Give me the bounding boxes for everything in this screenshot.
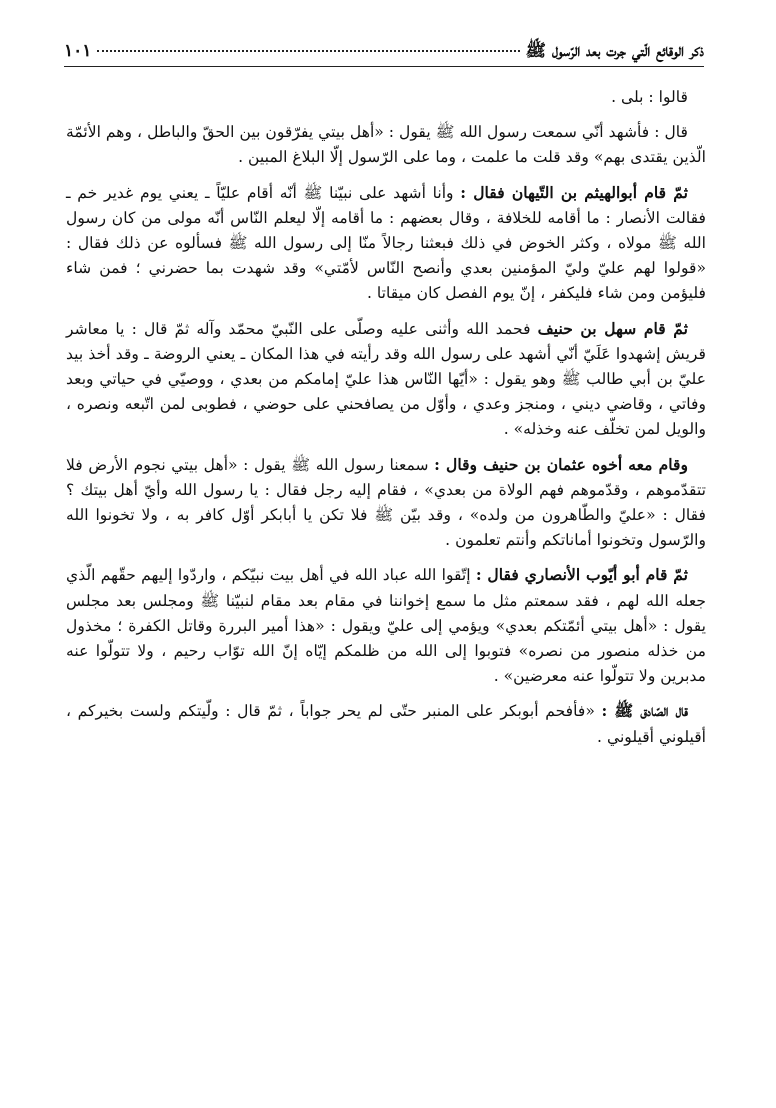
paragraph-lead: قال الصّادق ﷺ : [601,701,688,721]
page-body [66,84,706,759]
paragraph-lead: ثمّ قام أبو أيّوب الأنصاري فقال : [475,565,688,585]
paragraph [66,452,706,554]
paragraph-text: «فأفحم أبوبكر على المنبر حتّى لم يحر جواباً ، ثمّ قال : ولّيتكم ولست بخيركم ، أقيلوني أقيلوني . [66,702,706,746]
running-header [64,40,704,66]
paragraph-lead: وقام معه أخوه عثمان بن حنيف وقال : [434,454,688,474]
paragraph-lead: ثمّ قام سهل بن حنيف [537,318,688,338]
paragraph [66,562,706,689]
dotted-leader [97,50,519,52]
paragraph [66,316,706,443]
paragraph-text: قال : فأشهد أنّي سمعت رسول الله ﷺ يقول : «أهل بيتي يفرّقون بين الحقّ والباطل ، وهم الأئمّة الّذين يقتدى بهم» وقد قلت ما علمت ، وما على الرّسول إلّا البلاغ المبين . [66,123,706,167]
paragraph [66,180,706,307]
page-number: ١٠١ [64,41,92,61]
paragraph-text: إتّقوا الله عباد الله في أهل بيت نبيّكم ، واردّوا إليهم حقّهم الّذي جعله الله لهم ، فقد سمعتم مثل ما سمع إخواننا في مقام بعد مقام لنبيّنا ﷺ ومجلس بعد مجلس يقول : «أهل بيتي أئمّتكم بعدي» ويؤمي إلى عليّ ويقول : «هذا أمير البررة وقاتل الكفرة ؛ مخذول من خذله منصور من نصره» فتوبوا إلى الله من ظلمكم إيّاه إنّ الله توّاب رحيم ، ولا تتولّوا عنه مدبرين ولا تتولّوا عنه معرضين» . [66,566,706,686]
paragraph-text: سمعنا رسول الله ﷺ يقول : «أهل بيتي نجوم الأرض فلا تتقدّموهم ، وقدّموهم فهم الولاة من بعدي» ، فقام إليه رجل فقال : يا رسول الله وأيّ أهل بيتك ؟ فقال : «عليّ والطّاهرون من ولده» ، وقد بيّن ﷺ فلا تكن يا أبابكر أوّل كافر به ، ولا تخونوا الله والرّسول وتخونوا أماناتكم وأنتم تعلمون . [66,455,706,550]
paragraph-text: قالوا : بلى . [611,88,688,106]
header-rule [64,66,704,67]
paragraph [66,84,706,110]
running-header-title: ذكر الوقائع الّتي جرت بعد الرّسول ﷺ [525,41,704,61]
paragraph [66,698,706,749]
paragraph-text: فحمد الله وأثنى عليه وصلّى على النّبيّ محمّد وآله ثمّ قال : يا معاشر قريش إشهدوا عَلَيّ أنّي أشهد على رسول الله وقد رأيته في هذا المكان ـ يعني الروضة ـ وقد أخذ بيد عليّ بن أبي طالب ﷺ وهو يقول : «أيّها النّاس هذا عليّ إمامكم من بعدي ، ووصيّي في حياتي وبعد وفاتي ، وقاضي ديني ، ومنجز وعدي ، وأوّل من يصافحني على حوضي ، فطوبى لمن اتّبعه ونصره ، والويل لمن تخلّف عنه وخذله» . [66,319,706,439]
paragraph [66,119,706,170]
paragraph-text: وأنا أشهد على نبيّنا ﷺ أنّه أقام عليّاً ـ يعني يوم غدير خم ـ فقالت الأنصار : ما أقامه للخلافة ، وقال بعضهم : ما أقامه إلّا ليعلم النّاس أنّه مولى من كان رسول الله ﷺ مولاه ، وكثر الخوض في ذلك فبعثنا رجالاً منّا إلى رسول الله ﷺ فسألوه عن ذلك فقال : «قولوا لهم عليّ وليّ المؤمنين بعدي وأنصح النّاس لأمّتي» وقد شهدت بما حضرني ؛ فمن شاء فليؤمن ومن شاء فليكفر ، إنّ يوم الفصل كان ميقاتا . [66,183,706,303]
paragraph-lead: ثمّ قام أبوالهيثم بن التّيهان فقال : [460,182,688,202]
